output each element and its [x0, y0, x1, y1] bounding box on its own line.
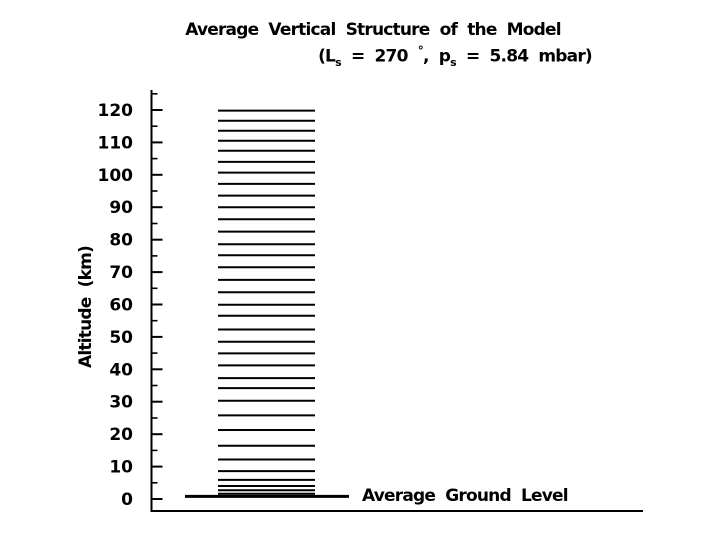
y-tick-label: 20 — [109, 425, 133, 446]
y-tick-label: 110 — [97, 133, 133, 154]
y-tick-label: 30 — [109, 392, 133, 413]
subtitle-ls-value: = 270 — [340, 46, 418, 67]
y-tick-label: 90 — [109, 198, 133, 219]
y-tick-label: 0 — [121, 490, 133, 510]
y-tick-label: 50 — [109, 327, 133, 348]
subtitle-subscript-s1: s — [335, 56, 341, 70]
y-tick-label: 60 — [109, 295, 133, 316]
subtitle-ps-value: = 5.84 mbar) — [455, 46, 592, 67]
y-tick-label: 80 — [109, 230, 133, 251]
chart-title: Average Vertical Structure of the Model — [185, 20, 561, 40]
subtitle-subscript-s2: s — [450, 56, 456, 70]
y-tick-label: 120 — [97, 101, 133, 121]
y-tick-label: 100 — [97, 165, 133, 186]
y-axis-label: Altitude (km) — [76, 246, 96, 368]
y-tick-label: 10 — [109, 457, 133, 478]
y-tick-label: 40 — [109, 360, 133, 381]
subtitle-open: (L — [318, 46, 336, 67]
subtitle-ps: , p — [422, 46, 451, 67]
y-tick-label: 70 — [109, 263, 133, 284]
ground-level-label: Average Ground Level — [362, 486, 568, 506]
degree-symbol: ° — [417, 44, 423, 58]
